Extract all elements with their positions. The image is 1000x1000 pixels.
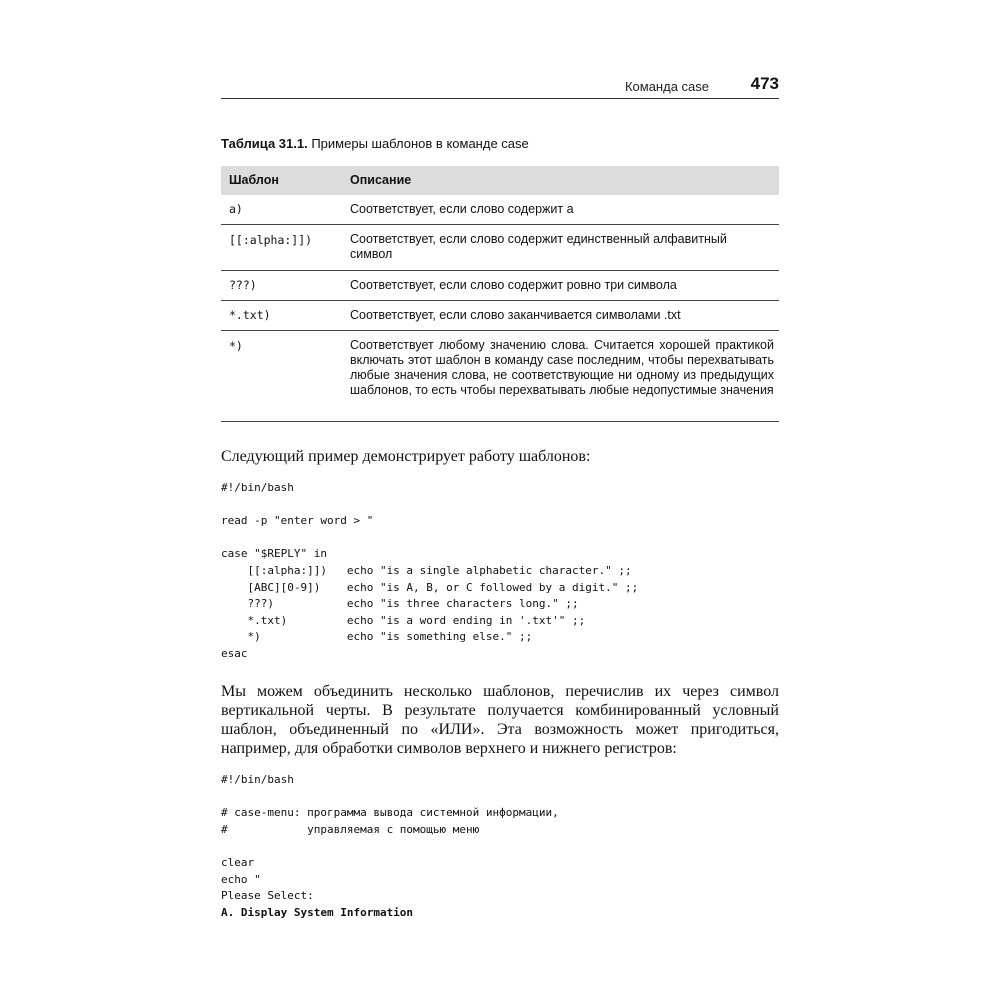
- table-row: [221, 331, 779, 422]
- code-listing-case-menu: [221, 772, 559, 921]
- pattern-cell: *): [229, 339, 243, 353]
- table-caption-label: Таблица 31.1.: [221, 136, 308, 151]
- description-cell: Соответствует, если слово заканчивается символами .txt: [350, 308, 681, 322]
- patterns-table: [221, 166, 779, 422]
- code-listing-case-menu-text: #!/bin/bash # case-menu: программа вывода системной информации, # управляемая с помощью меню clear echo " Please Select:: [221, 773, 559, 903]
- description-cell: Соответствует, если слово содержит единственный алфавитный символ: [350, 232, 727, 261]
- table-row: [221, 195, 779, 225]
- pattern-cell: [[:alpha:]]): [229, 233, 313, 247]
- table-caption-text: Примеры шаблонов в команде case: [307, 136, 529, 151]
- paragraph-combine-patterns: Мы можем объединить несколько шаблонов, перечислив их через символ вертикальной черты. В результате получается комбинированный условный шаблон, объединенный по «ИЛИ». Эта возможность может пригодиться, например, для обработки символов верхнего и нижнего регистров:: [221, 683, 779, 757]
- pattern-cell: *.txt): [229, 308, 271, 322]
- table-header-row: [221, 166, 779, 195]
- pattern-cell: a): [229, 202, 243, 216]
- description-cell: Соответствует любому значению слова. Считается хорошей практикой включать этот шаблон в команду case последним, чтобы перехватывать любые значения слова, не соответствующие ни одному из предыдущих шаблонов, то есть чтобы перехватывать любые недопустимые значения: [350, 338, 774, 397]
- table-row: [221, 225, 779, 271]
- column-header-pattern: Шаблон: [229, 173, 279, 187]
- running-head-section: Команда case: [624, 79, 709, 94]
- column-header-description: Описание: [350, 173, 412, 187]
- description-cell: Соответствует, если слово содержит ровно три символа: [350, 278, 677, 292]
- page-number: 473: [750, 74, 779, 93]
- code-listing-bold-line: A. Display System Information: [221, 905, 414, 919]
- description-cell: Соответствует, если слово содержит a: [350, 202, 574, 216]
- table-caption: [221, 136, 529, 151]
- table-row: [221, 271, 779, 301]
- paragraph-intro: Следующий пример демонстрирует работу шаблонов:: [221, 448, 591, 465]
- code-listing-patterns: #!/bin/bash read -p "enter word > " case "$REPLY" in [[:alpha:]]) echo "is a single alphabetic character." ;; [ABC][0-9]) echo "is A, B, or C followed by a digit." ;; ???) echo "is three characters long." ;; *.txt) echo "is a word ending in '.txt'" ;; *) echo "is something else." ;; esac: [221, 481, 639, 660]
- pattern-cell: ???): [229, 278, 257, 292]
- table-row: [221, 301, 779, 331]
- running-head: [221, 72, 779, 99]
